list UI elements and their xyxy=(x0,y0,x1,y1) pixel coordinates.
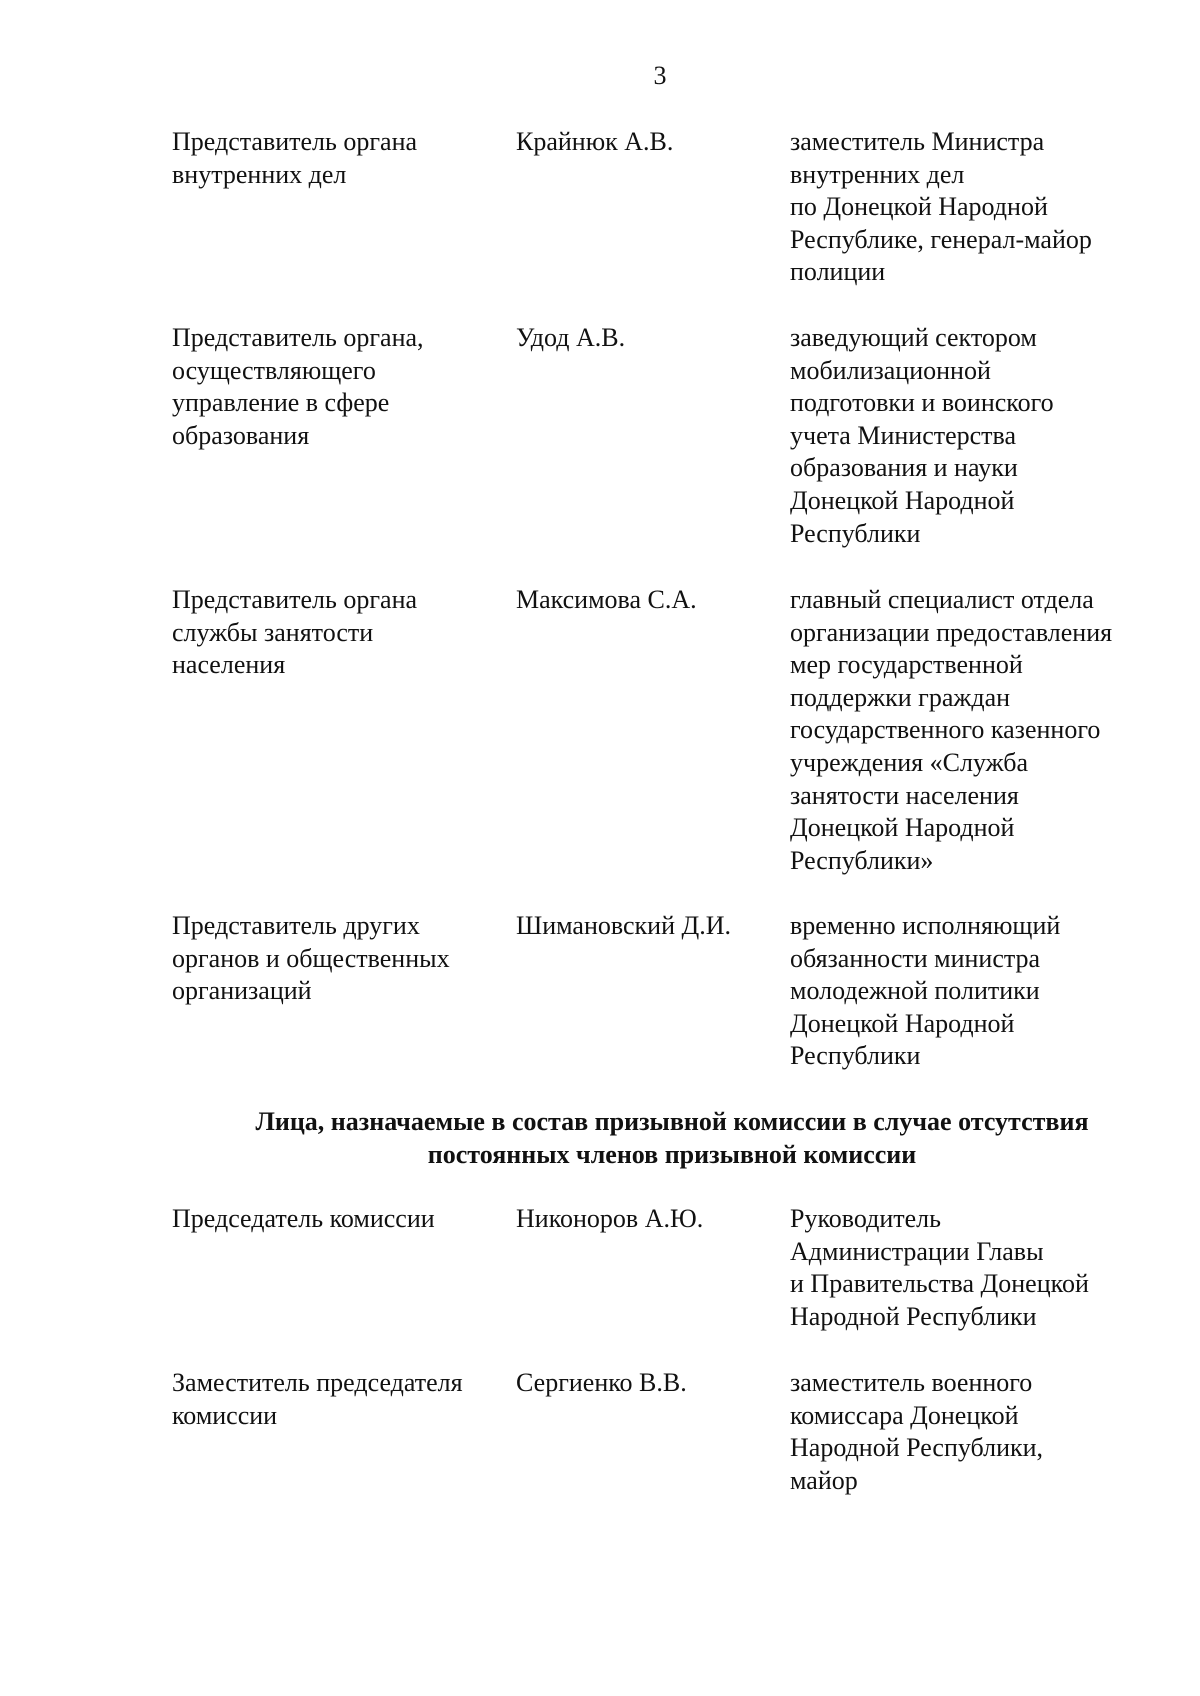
substitute-name: Сергиенко В.В. xyxy=(516,1368,687,1397)
member-role: Представитель органа, осуществляющего управление в сфере образования xyxy=(172,323,424,450)
member-position: заведующий сектором мобилизационной подготовки и воинского учета Министерства образования и науки Донецкой Народной Республики xyxy=(790,323,1054,548)
substitute-position: Руководитель Администрации Главы и Правительства Донецкой Народной Республики xyxy=(790,1204,1089,1331)
member-name: Крайнюк А.В. xyxy=(516,127,674,156)
member-name: Максимова С.А. xyxy=(516,585,697,614)
substitute-role: Заместитель председателя комиссии xyxy=(172,1368,463,1430)
substitute-role: Председатель комиссии xyxy=(172,1204,435,1233)
member-role: Представитель органа службы занятости населения xyxy=(172,585,418,680)
substitute-name: Никоноров А.Ю. xyxy=(516,1204,704,1233)
substitute-position: заместитель военного комиссара Донецкой Народной Республики, майор xyxy=(790,1368,1044,1495)
member-role: Представитель других органов и общественных организаций xyxy=(172,911,450,1006)
member-position: временно исполняющий обязанности министра молодежной политики Донецкой Народной Республики xyxy=(790,911,1061,1071)
member-position: главный специалист отдела организации предоставления мер государственной поддержки граждан государственного казенного учреждения «Служба занятости населения Донецкой Народной Республики» xyxy=(790,585,1113,875)
member-name: Удод А.В. xyxy=(516,323,626,352)
page-number: 3 xyxy=(653,61,667,90)
member-position: заместитель Министра внутренних дел по Донецкой Народной Республике, генерал-майор полиции xyxy=(790,127,1092,287)
member-role: Представитель органа внутренних дел xyxy=(172,127,418,189)
member-name: Шимановский Д.И. xyxy=(516,911,732,940)
section-heading: Лица, назначаемые в состав призывной комиссии в случае отсутствия постоянных членов призывной комиссии xyxy=(255,1107,1089,1169)
